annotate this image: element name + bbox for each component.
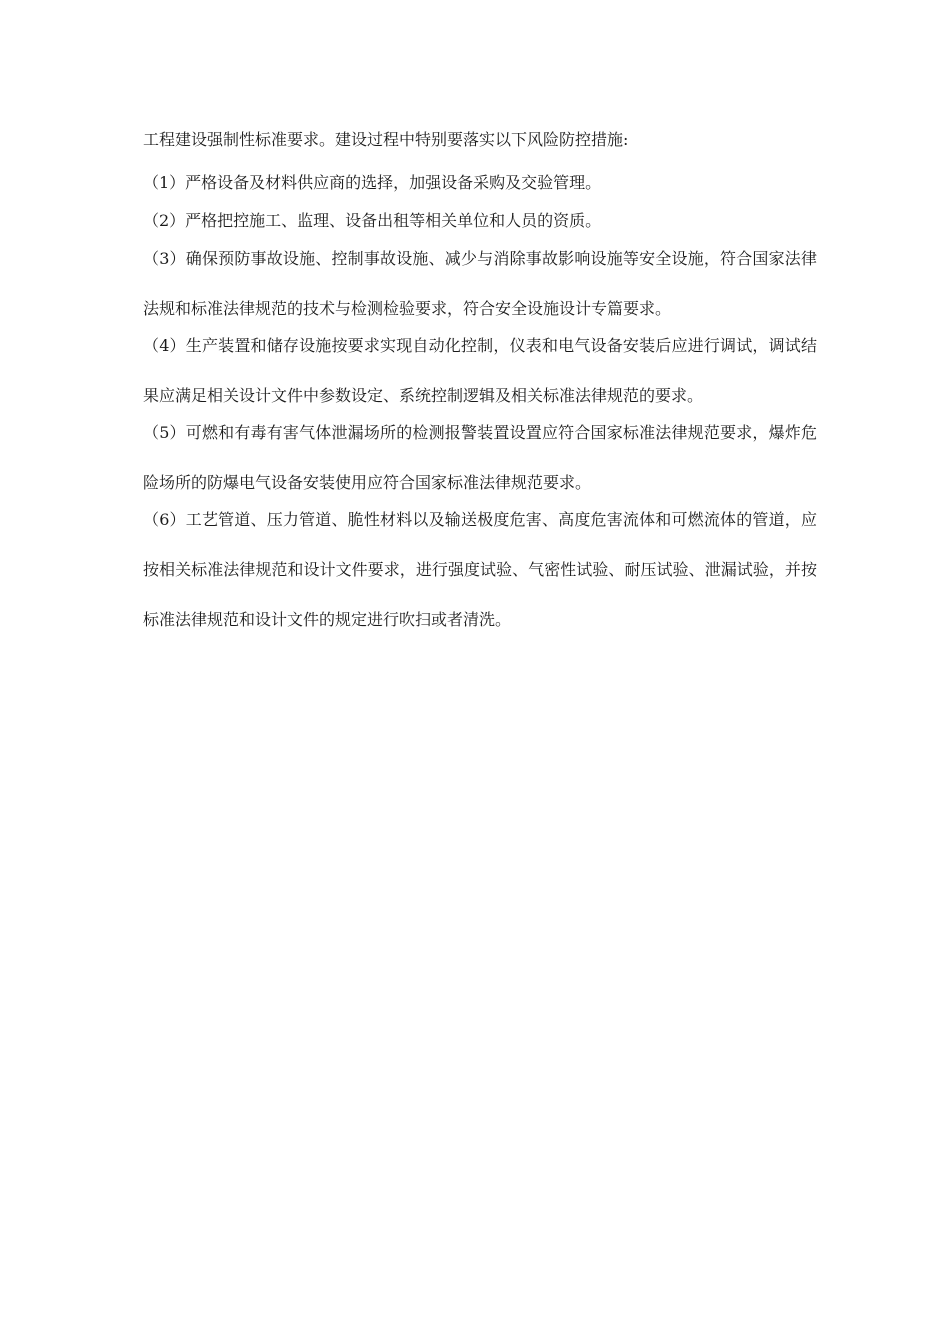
measure-item-1: （1）严格设备及材料供应商的选择，加强设备采购及交验管理。 xyxy=(143,173,602,192)
measure-item-5: （5）可燃和有毒有害气体泄漏场所的检测报警装置设置应符合国家标准法律规范要求，爆炸危险场所的防爆电气设备安装使用应符合国家标准法律规范要求。 xyxy=(143,423,817,492)
intro-paragraph: 工程建设强制性标准要求。建设过程中特别要落实以下风险防控措施: xyxy=(143,130,629,149)
measure-item-3: （3）确保预防事故设施、控制事故设施、减少与消除事故影响设施等安全设施，符合国家法律法规和标准法律规范的技术与检测检验要求，符合安全设施设计专篇要求。 xyxy=(143,249,817,318)
measure-item-6: （6）工艺管道、压力管道、脆性材料以及输送极度危害、高度危害流体和可燃流体的管道，应按相关标准法律规范和设计文件要求，进行强度试验、气密性试验、耐压试验、泄漏试验，并按标准法律规范和设计文件的规定进行吹扫或者清洗。 xyxy=(143,510,817,629)
measure-item-2: （2）严格把控施工、监理、设备出租等相关单位和人员的资质。 xyxy=(143,211,602,230)
measure-item-4: （4）生产装置和储存设施按要求实现自动化控制，仪表和电气设备安装后应进行调试，调试结果应满足相关设计文件中参数设定、系统控制逻辑及相关标准法律规范的要求。 xyxy=(143,336,817,405)
document-body xyxy=(143,128,817,645)
